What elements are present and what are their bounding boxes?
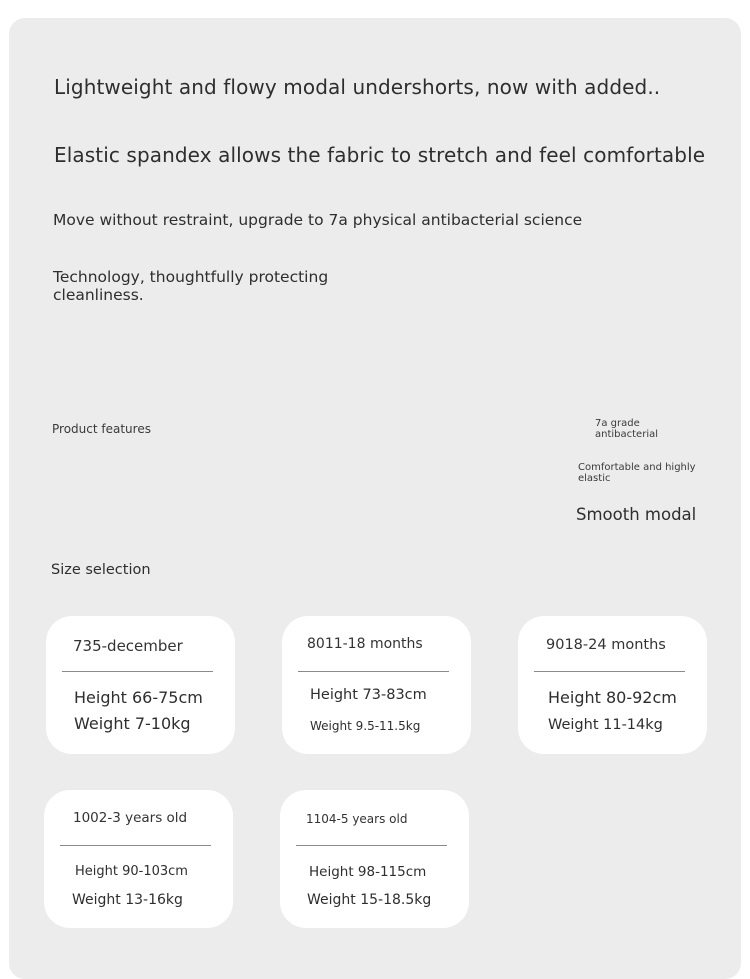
product-features-label: Product features xyxy=(52,422,151,436)
size-selection-label: Size selection xyxy=(51,562,151,578)
size-card-3 xyxy=(518,616,707,754)
divider xyxy=(62,671,213,672)
size-card-weight: Weight 9.5-11.5kg xyxy=(310,719,421,733)
size-card-age: 1104-5 years old xyxy=(306,812,408,826)
size-card-2 xyxy=(282,616,471,754)
divider xyxy=(298,671,449,672)
size-card-5 xyxy=(280,790,469,928)
size-card-age: 735-december xyxy=(73,637,183,655)
divider xyxy=(534,671,685,672)
size-card-height: Height 73-83cm xyxy=(310,687,427,703)
description-line-1: Move without restraint, upgrade to 7a physical antibacterial science xyxy=(53,211,583,229)
description-line-3: cleanliness. xyxy=(53,286,144,304)
size-card-age: 9018-24 months xyxy=(546,637,666,653)
size-card-age: 1002-3 years old xyxy=(73,810,188,826)
size-card-weight: Weight 13-16kg xyxy=(72,892,183,908)
size-card-4 xyxy=(44,790,233,928)
feature-smooth-modal: Smooth modal xyxy=(576,505,697,524)
size-card-height: Height 90-103cm xyxy=(75,864,188,879)
headline-2: Elastic spandex allows the fabric to stretch and feel comfortable xyxy=(54,143,706,167)
size-card-height: Height 80-92cm xyxy=(548,688,677,707)
size-card-weight: Weight 11-14kg xyxy=(548,717,663,733)
divider xyxy=(296,845,447,846)
feature-antibacterial: 7a grade antibacterial xyxy=(595,418,659,440)
headline-1: Lightweight and flowy modal undershorts, now with added.. xyxy=(54,75,661,99)
divider xyxy=(60,845,211,846)
size-card-weight: Weight 15-18.5kg xyxy=(307,892,432,908)
size-card-age: 8011-18 months xyxy=(307,636,423,652)
feature-elastic: Comfortable and highly elastic xyxy=(578,462,696,484)
description-line-2: Technology, thoughtfully protecting xyxy=(53,268,329,286)
size-card-height: Height 66-75cm xyxy=(74,688,203,707)
size-card-height: Height 98-115cm xyxy=(309,864,427,880)
size-card-weight: Weight 7-10kg xyxy=(74,714,191,733)
size-card-1 xyxy=(46,616,235,754)
